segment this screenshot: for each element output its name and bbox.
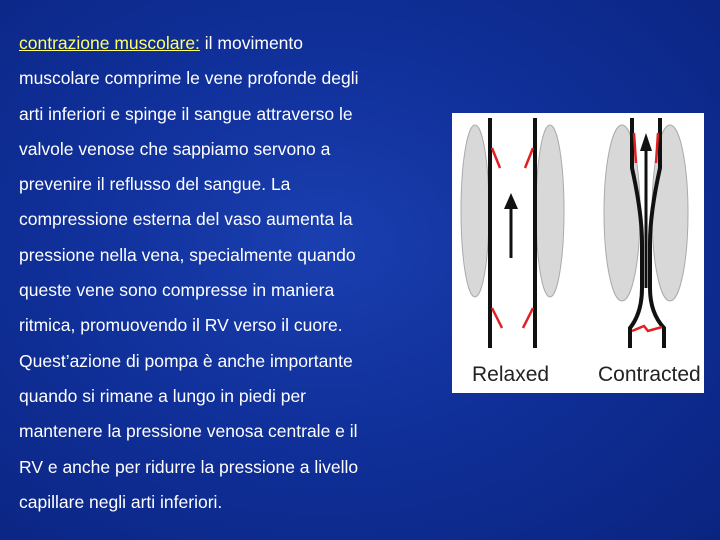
text-line-7: pressione nella vena, specialmente quando — [19, 244, 356, 265]
text-line-9: ritmica, promuovendo il RV verso il cuore. — [19, 315, 343, 336]
relaxed-muscle-left — [461, 125, 489, 297]
text-line-3: arti inferiori e spinge il sangue attraverso le — [19, 103, 353, 124]
text-line-10: Quest’azione di pompa è anche importante — [19, 350, 353, 371]
text-line-12: mantenere la pressione venosa centrale e il — [19, 421, 358, 442]
text-line-11: quando si rimane a lungo in piedi per — [19, 385, 306, 406]
diagram-svg — [452, 113, 704, 393]
highlighted-term: contrazione muscolare: — [19, 33, 200, 53]
text-line-2: muscolare comprime le vene profonde degli — [19, 68, 359, 89]
text-line-6: compressione esterna del vaso aumenta la — [19, 209, 353, 230]
relaxed-lower-valve-left — [492, 308, 502, 328]
venous-pump-diagram — [452, 113, 704, 393]
text-line-1: contrazione muscolare: il movimento — [19, 33, 304, 53]
relaxed-muscle-right — [536, 125, 564, 297]
contracted-caption: Contracted — [598, 363, 701, 386]
relaxed-lower-valve-right — [523, 308, 533, 328]
text-line-8: queste vene sono compresse in maniera — [19, 280, 335, 301]
relaxed-caption: Relaxed — [472, 363, 550, 386]
text-line-5: prevenire il reflusso del sangue. La — [19, 174, 291, 195]
contracted-flow-arrow-head — [640, 133, 652, 151]
relaxed-upper-valve-right — [525, 148, 533, 168]
text-line-13: RV e anche per ridurre la pressione a livello — [19, 456, 359, 477]
contracted-lower-valve — [632, 326, 662, 331]
body-text — [19, 26, 459, 520]
relaxed-flow-arrow-head — [504, 193, 518, 209]
text-line-4: valvole venose che sappiamo servono a — [19, 138, 331, 159]
relaxed-upper-valve-left — [492, 148, 500, 168]
text-line-14: capillare negli arti inferiori. — [19, 491, 223, 512]
